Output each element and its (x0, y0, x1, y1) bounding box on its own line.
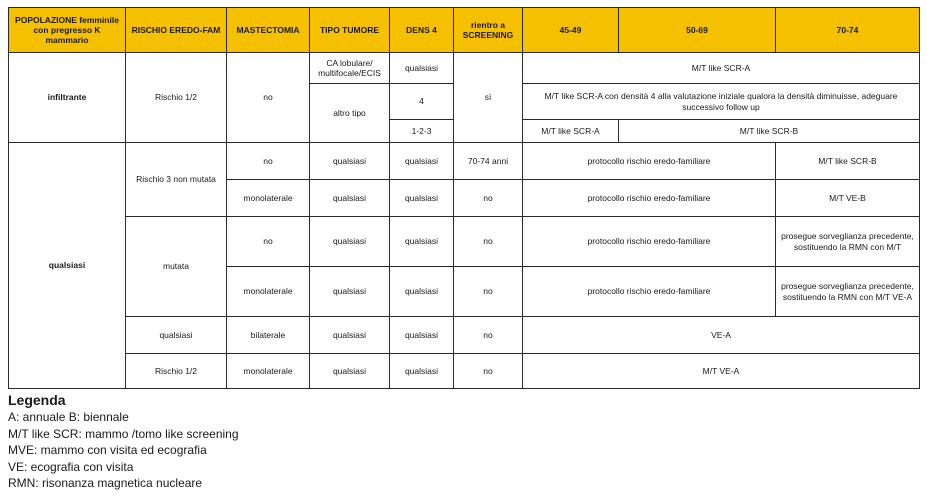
table-row (9, 217, 920, 267)
table-row (9, 354, 920, 389)
cell-tipo: altro tipo (310, 84, 390, 143)
header-70-74: 70-74 (776, 8, 920, 53)
cell-tipo: CA lobulare/ multifocale/ECIS (310, 53, 390, 84)
protocol-table (8, 7, 920, 389)
cell-rientro: sì (454, 53, 523, 143)
cell-protocol: M/T like SCR-A con densità 4 alla valutazione iniziale qualora la densità diminuisse, adeguare successivo follow up (523, 84, 920, 120)
cell-mastectomia: no (227, 143, 310, 180)
cell-tipo: qualsiasi (310, 217, 390, 267)
cell-mastectomia: monolaterale (227, 180, 310, 217)
group-infiltrante: infiltrante (9, 53, 126, 143)
cell-protocol-70-74: M/T like SCR-B (776, 143, 920, 180)
cell-rientro: no (454, 317, 523, 354)
cell-dens: 4 (390, 84, 454, 120)
cell-dens: 1-2-3 (390, 120, 454, 143)
cell-rientro: no (454, 354, 523, 389)
cell-dens: qualsiasi (390, 53, 454, 84)
table-row (9, 53, 920, 84)
cell-rientro: 70-74 anni (454, 143, 523, 180)
cell-rientro: no (454, 267, 523, 317)
cell-protocol: protocollo rischio eredo-familiare (523, 267, 776, 317)
cell-tipo: qualsiasi (310, 143, 390, 180)
cell-protocol: M/T like SCR-A (523, 53, 920, 84)
cell-tipo: qualsiasi (310, 267, 390, 317)
legend (8, 392, 508, 492)
header-popolazione: POPOLAZIONE femminile con pregresso K mammario (9, 8, 126, 53)
header-tipo-tumore: TIPO TUMORE (310, 8, 390, 53)
header-50-69: 50-69 (619, 8, 776, 53)
cell-dens: qualsiasi (390, 267, 454, 317)
cell-dens: qualsiasi (390, 217, 454, 267)
cell-rischio: Rischio 1/2 (126, 53, 227, 143)
cell-tipo: qualsiasi (310, 317, 390, 354)
header-rientro: rientro a SCREENING (454, 8, 523, 53)
table-row (9, 143, 920, 180)
legend-title: Legenda (8, 392, 66, 408)
cell-tipo: qualsiasi (310, 354, 390, 389)
header-row (9, 8, 920, 53)
header-dens4: DENS 4 (390, 8, 454, 53)
cell-protocol: M/T VE-A (523, 354, 920, 389)
cell-mastectomia: monolaterale (227, 354, 310, 389)
cell-protocol: protocollo rischio eredo-familiare (523, 143, 776, 180)
cell-rischio: Rischio 1/2 (126, 354, 227, 389)
cell-protocol-70-74: prosegue sorveglianza precedente, sostituendo la RMN con M/T VE-A (776, 267, 920, 317)
cell-mastectomia: no (227, 217, 310, 267)
cell-rischio: qualsiasi (126, 317, 227, 354)
cell-dens: qualsiasi (390, 143, 454, 180)
cell-rischio: Rischio 3 non mutata (126, 143, 227, 217)
header-45-49: 45-49 (523, 8, 619, 53)
cell-mastectomia: monolaterale (227, 267, 310, 317)
cell-tipo: qualsiasi (310, 180, 390, 217)
legend-line: RMN: risonanza magnetica nucleare (8, 476, 203, 490)
cell-dens: qualsiasi (390, 317, 454, 354)
cell-rientro: no (454, 217, 523, 267)
cell-protocol-70-74: M/T VE-B (776, 180, 920, 217)
cell-rischio: mutata (126, 217, 227, 317)
cell-rientro: no (454, 180, 523, 217)
legend-line: A: annuale B: biennale (8, 410, 129, 424)
group-qualsiasi: qualsiasi (9, 143, 126, 389)
cell-mastectomia: bilaterale (227, 317, 310, 354)
cell-protocol: VE-A (523, 317, 920, 354)
cell-mastectomia: no (227, 53, 310, 143)
cell-dens: qualsiasi (390, 180, 454, 217)
legend-line: VE: ecografia con visita (8, 459, 134, 474)
header-rischio: RISCHIO EREDO-FAM (126, 8, 227, 53)
table-row (9, 317, 920, 354)
cell-protocol: M/T like SCR-B (619, 120, 920, 143)
cell-protocol: M/T like SCR-A (523, 120, 619, 143)
cell-protocol: protocollo rischio eredo-familiare (523, 217, 776, 267)
header-mastectomia: MASTECTOMIA (227, 8, 310, 53)
cell-dens: qualsiasi (390, 354, 454, 389)
cell-protocol-70-74: prosegue sorveglianza precedente, sostituendo la RMN con M/T (776, 217, 920, 267)
legend-line: M/T like SCR: mammo /tomo like screening (8, 426, 239, 441)
cell-protocol: protocollo rischio eredo-familiare (523, 180, 776, 217)
legend-line: MVE: mammo con visita ed ecografia (8, 443, 207, 457)
